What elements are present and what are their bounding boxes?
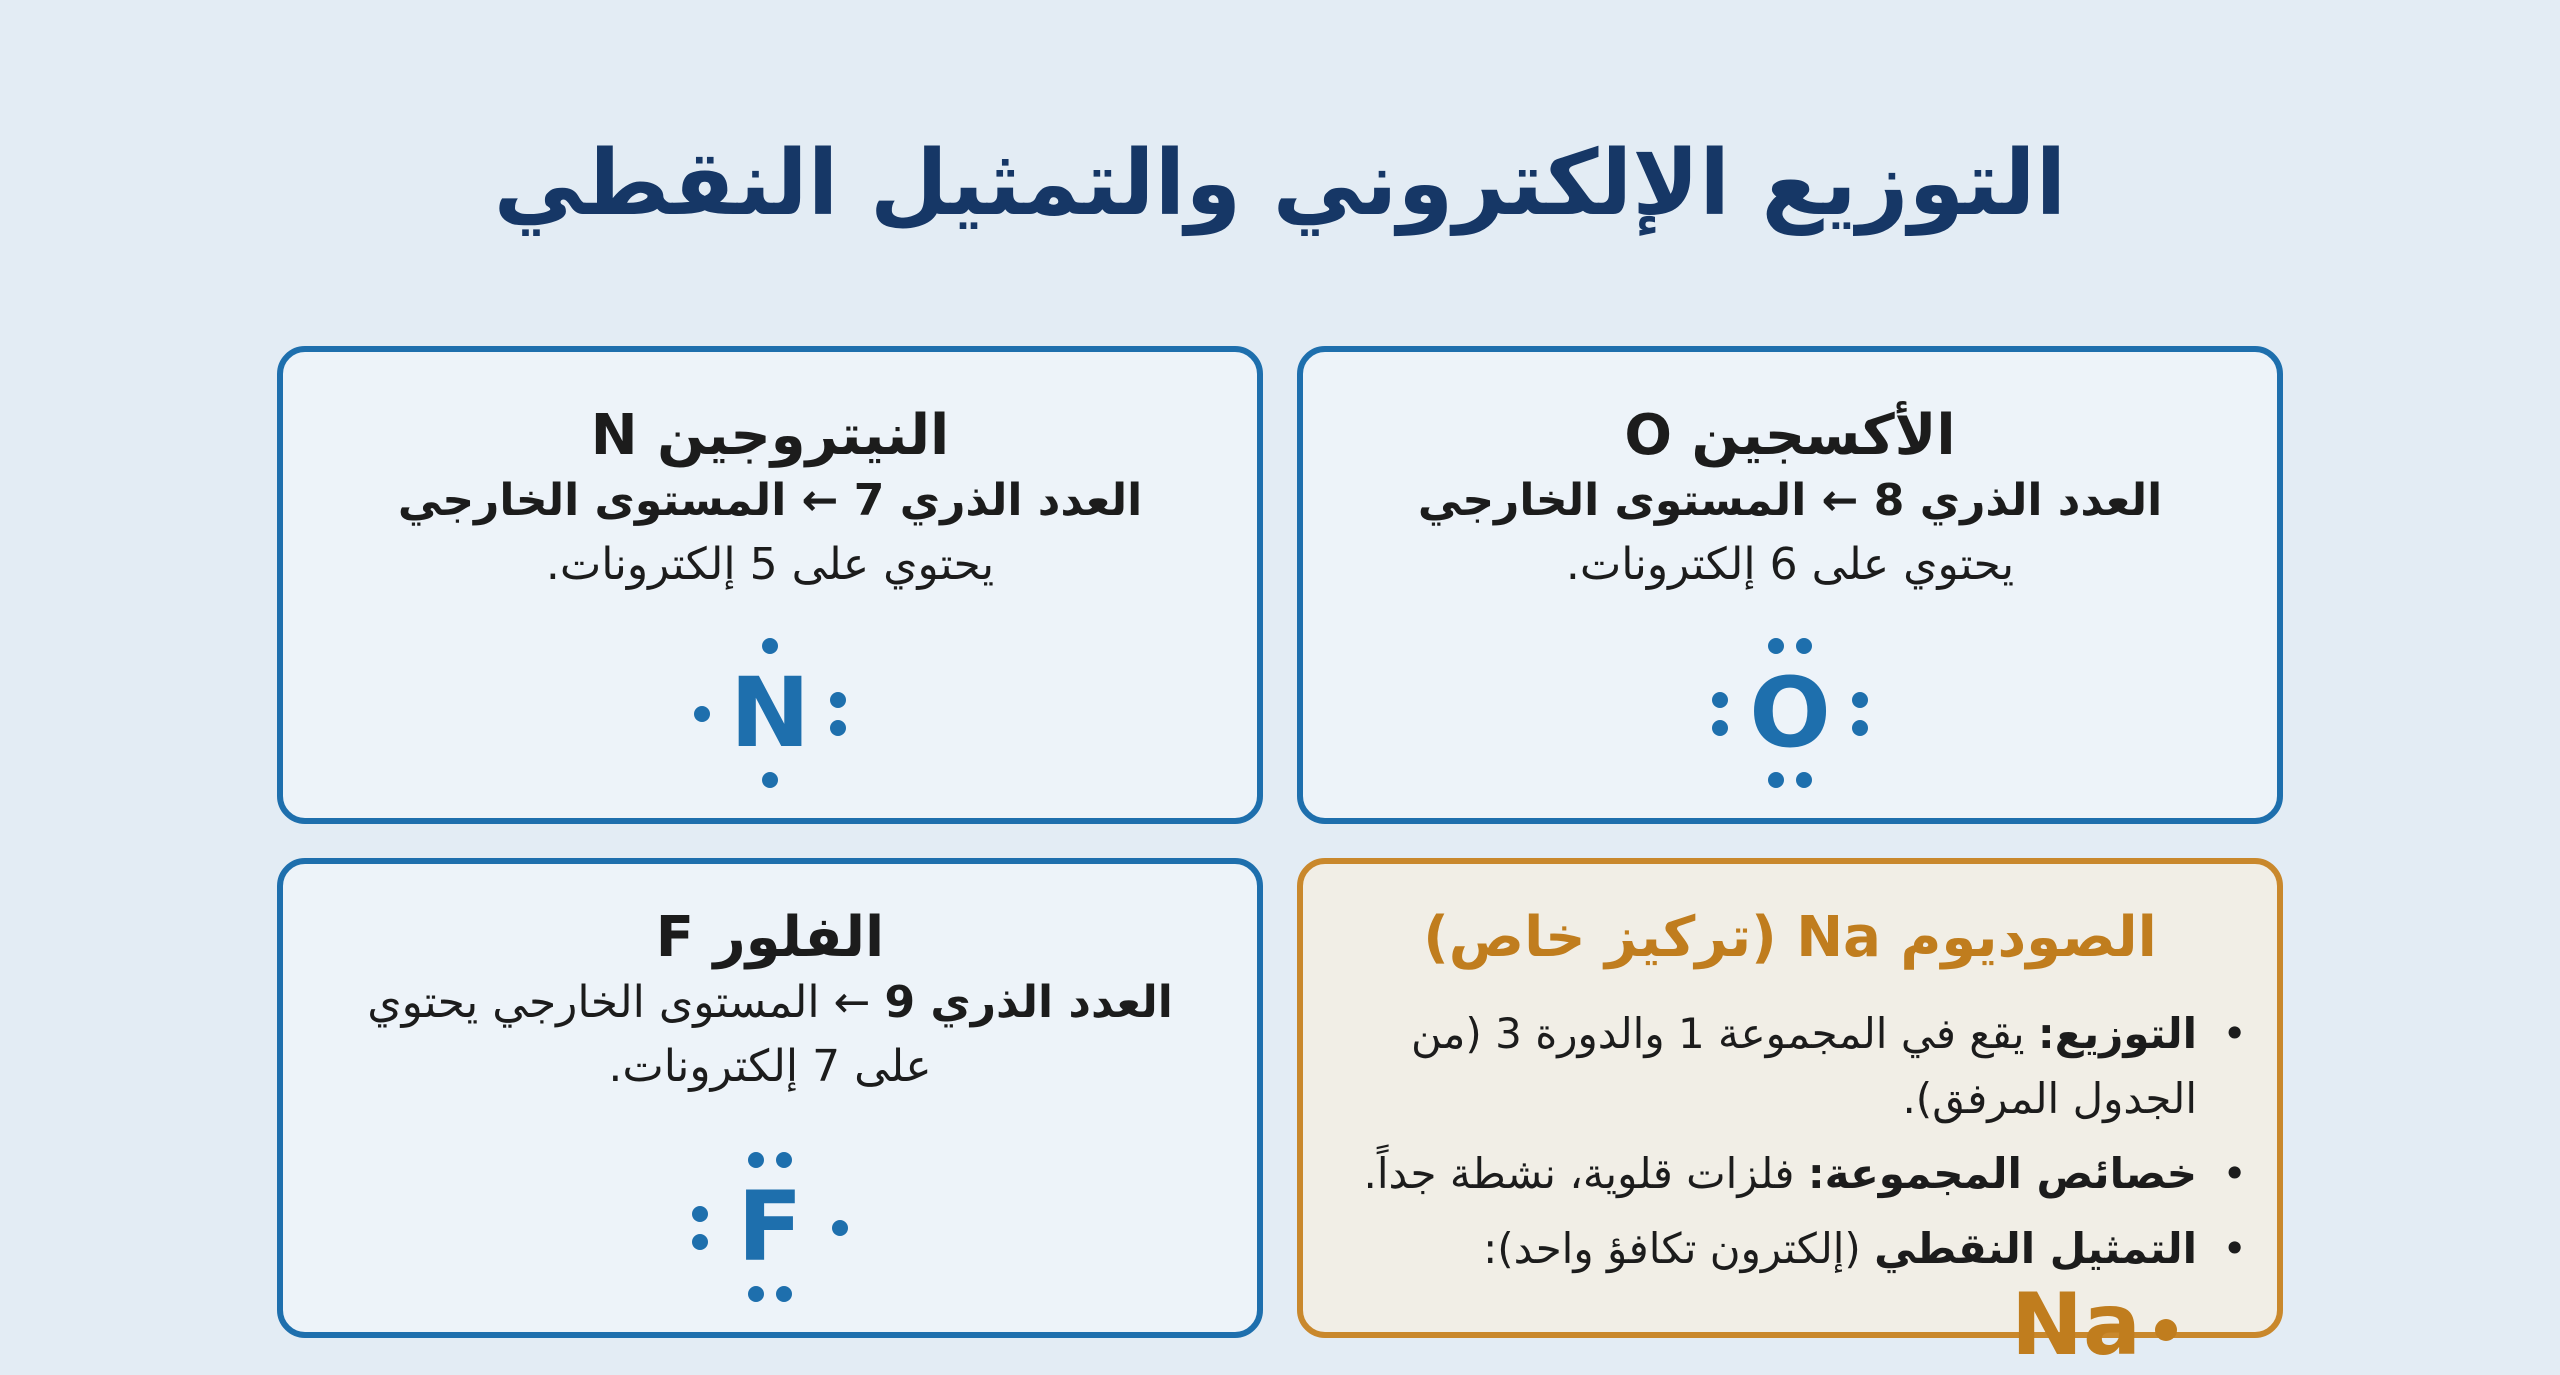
electron-dot bbox=[694, 706, 710, 722]
list-item bbox=[1343, 1001, 2247, 1131]
oxygen-symbol: O bbox=[1749, 657, 1831, 769]
bullet: • bbox=[2222, 1224, 2247, 1274]
electron-dot bbox=[748, 1152, 764, 1168]
sodium-item-label: خصائص المجموعة: bbox=[1807, 1149, 2197, 1199]
oxygen-atomic-number: العدد الذري 8 ← المستوى الخارجي bbox=[1417, 475, 2163, 527]
electron-dot bbox=[1768, 638, 1784, 654]
electron-dot bbox=[776, 1152, 792, 1168]
electron-dot bbox=[748, 1286, 764, 1302]
electron-dot bbox=[1852, 692, 1868, 708]
fluorine-symbol: F bbox=[737, 1171, 803, 1283]
fluorine-atomic-number bbox=[283, 971, 1257, 1035]
electron-dot bbox=[830, 720, 846, 736]
sodium-item-label: التمثيل النقطي bbox=[1874, 1224, 2197, 1274]
electron-dot bbox=[1796, 638, 1812, 654]
bullet: • bbox=[2222, 1149, 2247, 1199]
electron-dot bbox=[1796, 772, 1812, 788]
fluorine-electrons: على 7 إلكترونات. bbox=[608, 1040, 932, 1092]
electron-dot bbox=[832, 1220, 848, 1236]
fluorine-outer-shell: ← المستوى الخارجي يحتوي bbox=[367, 977, 885, 1029]
electron-dot bbox=[762, 772, 778, 788]
electron-dot bbox=[776, 1286, 792, 1302]
card-nitrogen bbox=[277, 346, 1263, 824]
electron-dot bbox=[830, 692, 846, 708]
sodium-symbol: Na bbox=[2010, 1274, 2141, 1375]
electron-dot bbox=[1852, 720, 1868, 736]
list-item bbox=[1343, 1216, 2247, 1375]
electron-dot bbox=[2155, 1319, 2177, 1341]
oxygen-title: الأكسجين O bbox=[1624, 403, 1956, 468]
list-item bbox=[1343, 1141, 2247, 1206]
fluorine-atomic-number-label: العدد الذري 9 bbox=[884, 977, 1173, 1029]
sodium-item-text: يقع في المجموعة 1 والدورة 3 (من الجدول المرفق). bbox=[1410, 1009, 2197, 1124]
sodium-item-text: فلزات قلوية، نشطة جداً. bbox=[1363, 1149, 1808, 1199]
sodium-item-label: التوزيع: bbox=[2037, 1009, 2197, 1059]
nitrogen-electrons: يحتوي على 5 إلكترونات. bbox=[545, 538, 995, 590]
electron-dot bbox=[762, 638, 778, 654]
sodium-lewis-structure bbox=[2010, 1274, 2177, 1375]
electron-dot bbox=[1712, 692, 1728, 708]
bullet: • bbox=[2222, 1009, 2247, 1059]
oxygen-electrons: يحتوي على 6 إلكترونات. bbox=[1565, 538, 2015, 590]
sodium-list bbox=[1303, 1001, 2277, 1375]
electron-dot bbox=[692, 1234, 708, 1250]
card-fluorine bbox=[277, 858, 1263, 1338]
page-title: التوزيع الإلكتروني والتمثيل النقطي bbox=[493, 131, 2067, 236]
electron-dot bbox=[692, 1206, 708, 1222]
sodium-title: الصوديوم Na (تركيز خاص) bbox=[1423, 905, 2157, 970]
card-sodium bbox=[1297, 858, 2283, 1375]
nitrogen-title: النيتروجين N bbox=[590, 403, 950, 468]
electron-dot bbox=[1768, 772, 1784, 788]
nitrogen-symbol: N bbox=[729, 657, 811, 769]
card-oxygen bbox=[1297, 346, 2283, 824]
sodium-item-text: (إلكترون تكافؤ واحد): bbox=[1483, 1224, 1875, 1274]
fluorine-title: الفلور F bbox=[655, 905, 885, 970]
nitrogen-atomic-number: العدد الذري 7 ← المستوى الخارجي bbox=[397, 475, 1143, 527]
electron-dot bbox=[1712, 720, 1728, 736]
